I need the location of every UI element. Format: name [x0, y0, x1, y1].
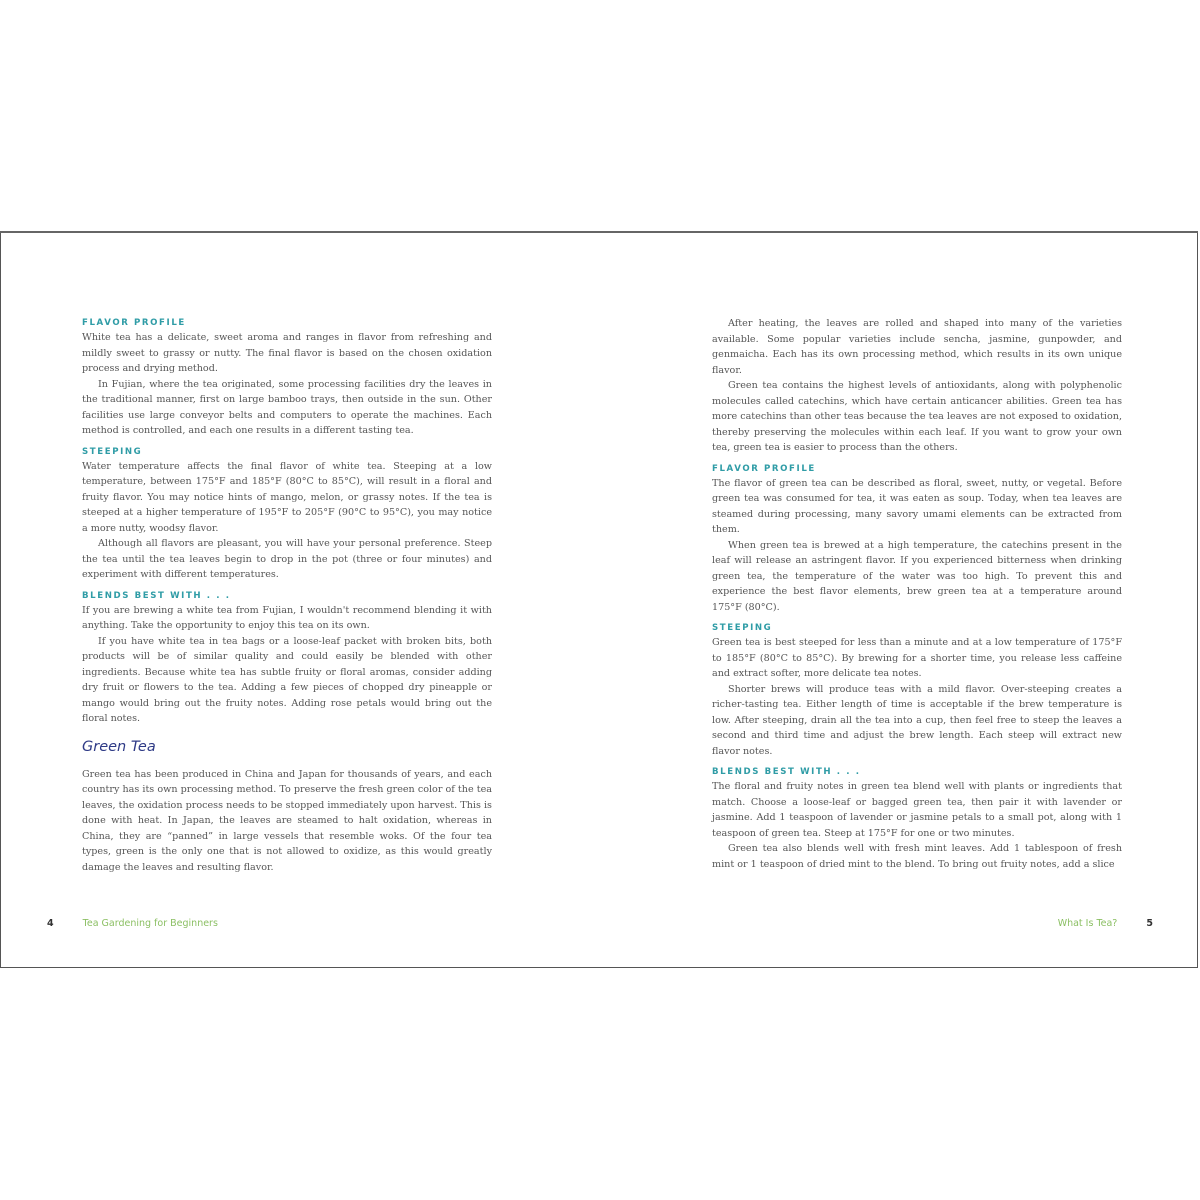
left-flavor-paragraph-1: White tea has a delicate, sweet aroma and ranges in flavor from refreshing and mildly sweet to grassy or nutty. The final flavor is based on the chosen oxidation process and drying method.: [82, 332, 492, 374]
right-blends-paragraph-1: The floral and fruity notes in green tea blend well with plants or ingredients that match. Choose a loose-leaf or bagged green tea, then pair it with lavender or jasmine. Add 1 teaspoon of lavender or jasmine petals to a small pot, along with 1 teaspoon of green tea. Steep at 175°F for one or two minutes.: [712, 781, 1122, 839]
left-steeping-paragraph-2: Although all flavors are pleasant, you will have your personal preference. Steep the tea until the tea leaves begin to drop in the pot (three or four minutes) and experiment with different temperatures.: [82, 538, 492, 580]
left-page-text: [82, 316, 492, 875]
green-tea-paragraph: Green tea has been produced in China and Japan for thousands of years, and each country has its own processing method. To preserve the fresh green color of the tea leaves, the oxidation process needs to be stopped immediately upon harvest. This is done with heat. In Japan, the leaves are steamed to halt oxidation, whereas in China, they are “panned” in large vessels that resemble woks. Of the four tea types, green is the only one that is not allowed to oxidize, as this would greatly damage the leaves and resulting flavor.: [82, 768, 492, 873]
right-page-text: [712, 316, 1122, 872]
right-steeping-paragraph-1: Green tea is best steeped for less than a minute and at a low temperature of 175°F to 185°F (80°C to 85°C). By brewing for a shorter time, you release less caffeine and extract softer, more delicate tea notes.: [712, 637, 1122, 679]
right-steeping-paragraph-2: Shorter brews will produce teas with a mild flavor. Over-steeping creates a richer-tasting tea. Either length of time is acceptable if the brew temperature is low. After steeping, drain all the tea into a cup, then feel free to steep the leaves a second and third time and adjust the brew length. Each steep will extract new flavor notes.: [712, 683, 1122, 757]
right-intro-paragraph-2: Green tea contains the highest levels of antioxidants, along with polyphenolic molecules called catechins, which have certain anticancer abilities. Green tea has more catechins than other teas because the tea leaves are not exposed to oxidation, thereby preserving the molecules within each leaf. If you want to grow your own tea, green tea is easier to process than the others.: [712, 380, 1122, 453]
left-steeping-paragraph-1: Water temperature affects the final flavor of white tea. Steeping at a low temperature, between 175°F and 185°F (80°C to 85°C), will result in a floral and fruity flavor. You may notice hints of mango, melon, or grassy notes. If the tea is steeped at a higher temperature of 195°F to 205°F (90°C to 95°C), you may notice a more nutty, woodsy flavor.: [82, 460, 492, 534]
left-running-head: Tea Gardening for Beginners: [82, 918, 218, 929]
right-steeping-heading: STEEPING: [712, 623, 773, 633]
green-tea-section-title: Green Tea: [82, 738, 156, 755]
right-running-head: What Is Tea?: [1057, 918, 1118, 929]
left-page-number: 4: [47, 918, 54, 929]
left-flavor-heading: FLAVOR PROFILE: [82, 318, 186, 328]
right-blends-paragraph-2: Green tea also blends well with fresh mint leaves. Add 1 tablespoon of fresh mint or 1 teaspoon of dried mint to the blend. To bring out fruity notes, add a slice: [712, 843, 1122, 870]
left-blends-heading: BLENDS BEST WITH . . .: [82, 590, 231, 601]
right-blends-heading: BLENDS BEST WITH . . .: [712, 767, 861, 777]
book-spread: [0, 231, 1198, 968]
right-intro-paragraph-1: After heating, the leaves are rolled and shaped into many of the varieties available. Some popular varieties include sencha, jasmine, gunpowder, and genmaicha. Each has its own processing method, which results in its own unique flavor.: [712, 318, 1122, 376]
right-flavor-paragraph-1: The flavor of green tea can be described as floral, sweet, nutty, or vegetal. Before green tea was consumed for tea, it was eaten as soup. Today, when tea leaves are steamed during processing, many savory umami elements can be extracted from them.: [712, 477, 1122, 535]
left-footer: [47, 918, 218, 929]
left-steeping-heading: STEEPING: [82, 446, 143, 457]
right-flavor-heading: FLAVOR PROFILE: [712, 463, 816, 474]
left-blends-paragraph-1: If you are brewing a white tea from Fujian, I wouldn't recommend blending it with anything. Take the opportunity to enjoy this tea on its own.: [82, 604, 492, 631]
left-flavor-paragraph-2: In Fujian, where the tea originated, some processing facilities dry the leaves in the traditional manner, first on large bamboo trays, then outside in the sun. Other facilities use large conveyor belts and computers to operate the machines. Each method is controlled, and each one results in a different tasting tea.: [82, 378, 492, 436]
left-blends-paragraph-2: If you have white tea in tea bags or a loose-leaf packet with broken bits, both products will be of similar quality and could easily be blended with other ingredients. Because white tea has subtle fruity or floral aromas, consider adding dry fruit or flowers to the tea. Adding a few pieces of chopped dry pineapple or mango would bring out the fruity notes. Adding rose petals would bring out the floral notes.: [82, 635, 492, 724]
right-footer: [1058, 918, 1153, 929]
right-flavor-paragraph-2: When green tea is brewed at a high temperature, the catechins present in the leaf will release an astringent flavor. If you experienced bitterness when drinking green tea, the temperature of the water was too high. To prevent this and experience the best flavor elements, brew green tea at a temperature around 175°F (80°C).: [712, 539, 1122, 613]
right-page-number: 5: [1146, 918, 1153, 929]
